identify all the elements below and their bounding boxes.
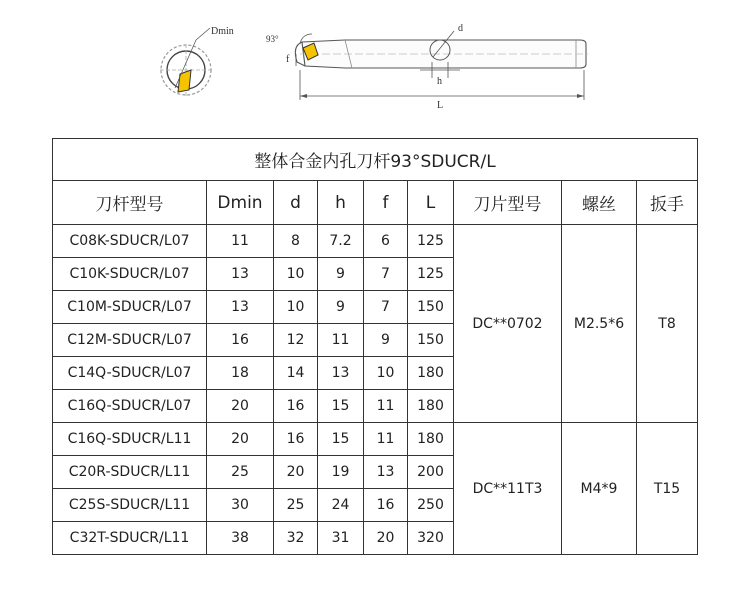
header-h: h [318,181,364,225]
cell-f: 16 [364,489,408,522]
cell-f: 7 [364,291,408,324]
cell-h: 11 [318,324,364,357]
table-row [53,225,698,258]
header-d: d [274,181,318,225]
cell-d: 32 [274,522,318,555]
cell-d: 16 [274,423,318,456]
cell-dmin: 18 [207,357,274,390]
cell-L: 320 [408,522,454,555]
header-insert: 刀片型号 [454,181,562,225]
cell-model: C14Q-SDUCR/L07 [53,357,207,390]
cell-h: 31 [318,522,364,555]
cell-f: 13 [364,456,408,489]
header-L: L [408,181,454,225]
cell-model: C32T-SDUCR/L11 [53,522,207,555]
cell-f: 10 [364,357,408,390]
cell-d: 20 [274,456,318,489]
table-header-row [53,181,698,225]
cell-h: 9 [318,291,364,324]
angle-label: 93° [266,34,279,44]
cell-h: 7.2 [318,225,364,258]
cell-L: 125 [408,225,454,258]
table-row [53,423,698,456]
cell-dmin: 13 [207,258,274,291]
cell-insert: DC**0702 [454,225,562,423]
cell-dmin: 11 [207,225,274,258]
cell-h: 13 [318,357,364,390]
cell-dmin: 20 [207,390,274,423]
cell-insert: DC**11T3 [454,423,562,555]
cell-dmin: 20 [207,423,274,456]
cell-d: 14 [274,357,318,390]
table-title-row [53,139,698,181]
cell-wrench: T8 [637,225,698,423]
cell-screw: M2.5*6 [562,225,637,423]
cell-L: 200 [408,456,454,489]
cell-wrench: T15 [637,423,698,555]
cell-d: 8 [274,225,318,258]
cell-dmin: 13 [207,291,274,324]
cell-L: 250 [408,489,454,522]
cell-d: 12 [274,324,318,357]
cell-screw: M4*9 [562,423,637,555]
cell-h: 15 [318,390,364,423]
cell-h: 19 [318,456,364,489]
f-label: f [286,54,290,65]
cell-f: 20 [364,522,408,555]
cell-f: 11 [364,423,408,456]
cell-model: C25S-SDUCR/L11 [53,489,207,522]
cell-f: 9 [364,324,408,357]
tool-drawing [0,0,750,130]
cell-d: 25 [274,489,318,522]
table-title: 整体合金内孔刀杆93°SDUCR/L [53,139,698,181]
header-dmin: Dmin [207,181,274,225]
h-label: h [437,76,442,87]
cell-model: C20R-SDUCR/L11 [53,456,207,489]
cell-L: 150 [408,291,454,324]
cell-h: 24 [318,489,364,522]
cell-model: C16Q-SDUCR/L11 [53,423,207,456]
cell-h: 15 [318,423,364,456]
cell-model: C10K-SDUCR/L07 [53,258,207,291]
cell-dmin: 38 [207,522,274,555]
end-view [160,26,234,96]
cell-L: 180 [408,390,454,423]
cell-d: 16 [274,390,318,423]
cell-model: C16Q-SDUCR/L07 [53,390,207,423]
header-model: 刀杆型号 [53,181,207,225]
cell-model: C12M-SDUCR/L07 [53,324,207,357]
cell-d: 10 [274,258,318,291]
cell-h: 9 [318,258,364,291]
header-f: f [364,181,408,225]
cell-d: 10 [274,291,318,324]
header-screw: 螺丝 [562,181,637,225]
cell-model: C10M-SDUCR/L07 [53,291,207,324]
cell-L: 180 [408,423,454,456]
header-wrench: 扳手 [637,181,698,225]
spec-table [52,138,698,555]
cell-dmin: 16 [207,324,274,357]
side-view [266,23,588,111]
dmin-label: Dmin [211,26,234,37]
L-label: L [437,100,444,111]
cell-dmin: 30 [207,489,274,522]
cell-L: 150 [408,324,454,357]
cell-f: 7 [364,258,408,291]
cell-L: 125 [408,258,454,291]
cell-model: C08K-SDUCR/L07 [53,225,207,258]
cell-dmin: 25 [207,456,274,489]
cell-f: 6 [364,225,408,258]
cell-f: 11 [364,390,408,423]
d-label: d [458,23,463,34]
cell-L: 180 [408,357,454,390]
